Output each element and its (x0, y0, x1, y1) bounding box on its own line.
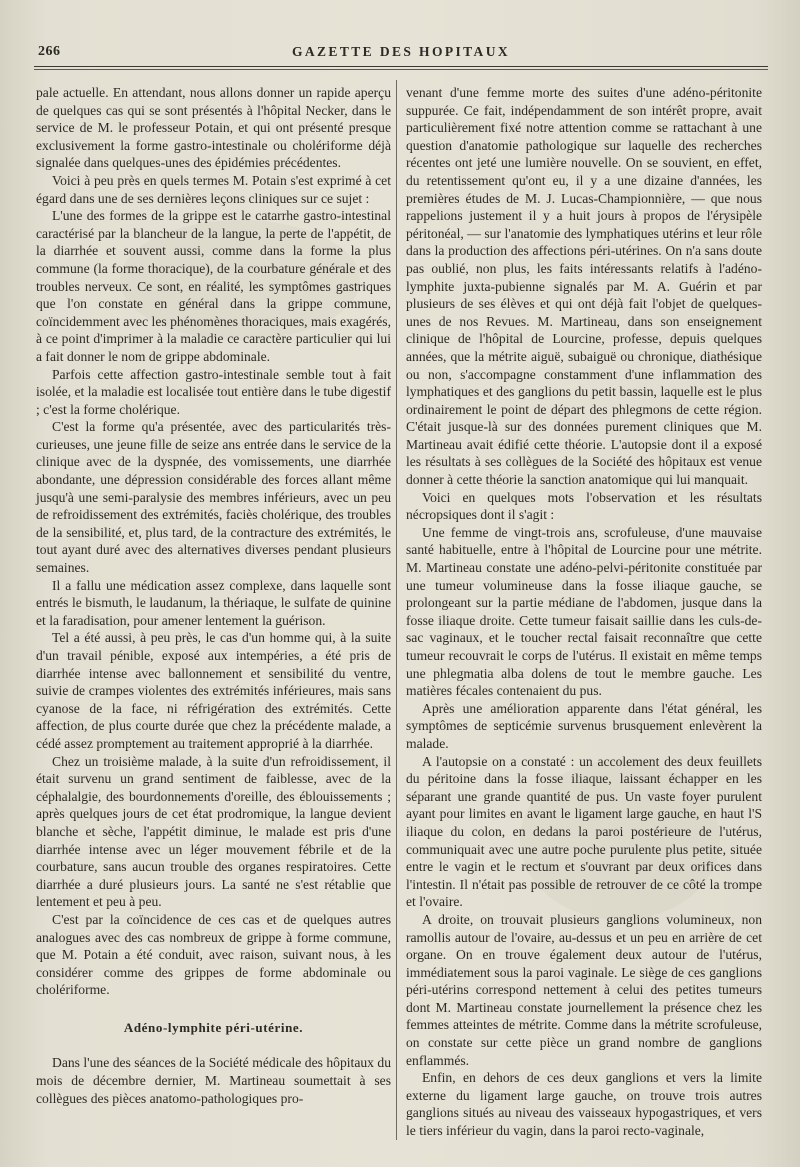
column-divider (396, 80, 397, 1140)
paragraph: Voici en quelques mots l'observation et les résultats nécropsiques dont il s'agit : (406, 489, 762, 523)
right-column (406, 84, 762, 1140)
section-title: Adéno-lymphite péri-utérine. (123, 1019, 304, 1035)
paragraph: Voici à peu près en quels termes M. Potain s'est exprimé à cet égard dans une de ses dernières leçons cliniques sur ce sujet : (36, 172, 391, 206)
paragraph: pale actuelle. En attendant, nous allons donner un rapide aperçu de quelques cas qui se sont présentés à l'hôpital Necker, dans le service de M. le professeur Potain, et qui ont présenté presque exclusivement la forme gastro-intestinale ou cholériforme déjà signalée dans quelques-unes des épidémies précédentes. (36, 85, 391, 171)
running-title: GAZETTE DES HOPITAUX (291, 44, 511, 59)
paragraph: C'est par la coïncidence de ces cas et de quelques autres analogues avec des cas nombreux de grippe à forme commune, que M. Potain a été conduit, avec raison, suivant nous, à les considérer comme des grippes de forme abdominale ou cholériforme. (36, 911, 391, 998)
paragraph: Une femme de vingt-trois ans, scrofuleuse, d'une mauvaise santé habituelle, entre à l'hôpital de Lourcine pour une métrite. M. Martineau constate une adéno-pelvi-péritonite constituée par une tumeur volumineuse dans la fosse iliaque gauche, se prolongeant sur la partie médiane de l'abdomen, jusque dans la fosse iliaque droite. Cette tumeur faisait saillie dans les culs-de-sac vaginaux, et le toucher rectal faisait reconnaître que cette tumeur recouvrait le corps de l'utérus. Il existait en même temps une phlegmatia alba dolens de tout le membre gauche. Les matières fécales contenaient du pus. (406, 524, 762, 699)
left-column (36, 84, 391, 1107)
paragraph: Parfois cette affection gastro-intestinale semble tout à fait isolée, et la maladie est localisée tout entière dans le tube digestif ; c'est la forme cholérique. (36, 366, 391, 417)
page-header (34, 44, 768, 66)
header-rule (34, 66, 768, 67)
page-number: 266 (38, 44, 61, 59)
paragraph: Tel a été aussi, à peu près, le cas d'un homme qui, à la suite d'un travail pénible, exposé aux intempéries, a été pris de diarrhée intense avec ballonnement et sensibilité du ventre, suivie de crampes violentes des extrémités inférieures, mais sans cyanose de la face, ni réfrigération des extrémités. Cette affection, de plus courte durée que chez la précédente malade, a cédé assez promptement au traitement approprié à la diarrhée. (36, 630, 391, 751)
paragraph: Il a fallu une médication assez complexe, dans laquelle sont entrés le bismuth, le laudanum, la thériaque, le sulfate de quinine et la faradisation, pour amener lentement la guérison. (36, 577, 391, 628)
paragraph: A droite, on trouvait plusieurs ganglions volumineux, non ramollis autour de l'ovaire, au-dessus et un peu en arrière de cet organe. On en trouve également deux autour de l'utérus, immédiatement sous la paroi vaginale. Le siège de ces ganglions péri-utérins correspond nettement à celui des petites tumeurs dont M. Martineau constate journellement la présence chez les femmes atteintes de métrite. Comme dans la métrite scrofuleuse, on constate sur cette pièce un grand nombre de ganglions enflammés. (406, 911, 762, 1068)
paragraph: Après une amélioration apparente dans l'état général, les symptômes de septicémie survenus brusquement enlevèrent la malade. (406, 700, 762, 751)
paragraph: Enfin, en dehors de ces deux ganglions et vers la limite externe du ligament large gauche, on trouve trois autres ganglions situés au niveau des vaisseaux hypogastriques, et vers le tiers inférieur du vagin, dans la paroi recto-vaginale, (406, 1070, 762, 1139)
paragraph: L'une des formes de la grippe est le catarrhe gastro-intestinal caractérisé par la blancheur de la langue, la perte de l'appétit, de la diarrhée et souvent aussi, comme dans la forme la plus commune (la forme thoracique), de la courbature générale et des troubles nerveux. Ce sont, en réalité, les symptômes gastriques que l'on constate en général dans la grippe commune, coïncidemment avec les phénomènes thoraciques, mais exagérés, à ce point d'imprimer à la maladie ce caractère particulier qui lui a fait donner le nom de grippe abdominale. (36, 208, 391, 364)
header-rule-thin (34, 69, 768, 70)
paragraph: Dans l'une des séances de la Société médicale des hôpitaux du mois de décembre dernier, M. Martineau soumettait à ses collègues des pièces anatomo-pathologiques pro- (36, 1055, 391, 1106)
paragraph: A l'autopsie on a constaté : un accolement des deux feuillets du péritoine dans la fosse iliaque, laissant échapper en les séparant une grande quantité de pus. Un vaste foyer purulent ayant pour limites en avant le ligament large gauche, en haut l'S iliaque du colon, en dedans la paroi postérieure de l'utérus, communiquait avec une autre poche purulente plus petite, située entre le vagin et le rectum et s'ouvrant par deux orifices dans l'intestin. Il n'était pas possible de retrouver de ce côté la trompe et l'ovaire. (406, 753, 762, 910)
paragraph: C'est la forme qu'a présentée, avec des particularités très-curieuses, une jeune fille de seize ans entrée dans le service de la clinique avec de la dyspnée, des vomissements, une diarrhée abondante, une dépression considérable des forces allant même jusqu'à une semi-paralysie des membres inférieurs, avec un peu de refroidissement des extrémités, faciès cholérique, des troubles de la sensibilité, et, plus tard, de la contracture des extrémités, le tout ayant duré avec des alternatives diverses pendant plusieurs semaines. (36, 419, 391, 576)
paragraph: Chez un troisième malade, à la suite d'un refroidissement, il était survenu un grand sentiment de faiblesse, avec de la céphalalgie, des bourdonnements d'oreille, des éblouissements ; après quelques jours de cet état prodromique, la langue devient blanche et sèche, l'appétit diminue, le malade est pris d'une diarrhée intense avec un léger mouvement fébrile et de la courbature, sans aucun trouble des organes respiratoires. Cette diarrhée a duré plusieurs jours. La santé ne s'est rétablie que lentement et peu à peu. (36, 753, 391, 910)
paragraph: venant d'une femme morte des suites d'une adéno-péritonite suppurée. Ce fait, indépendamment de son intérêt propre, avait particulièrement fixé notre attention comme se rattachant à une question d'anatomie pathologique sur laquelle des recherches récentes ont jeté une lumière nouvelle. On se souvient, en effet, du retentissement qu'ont eu, il y a une dizaine d'années, les premières études de M. J. Lucas-Championnière, — que nous rappelions justement il y a huit jours à propos de l'érysipèle péritonéal, — sur l'anatomie des lymphatiques utérins et leur rôle dans la production des affections péri-utérines. On n'a sans doute pas oublié, non plus, les faits intéressants relatifs à l'adéno-lymphite juxta-pubienne signalés par M. A. Guérin et par plusieurs de ses élèves et qui ont déjà fait l'objet de quelques-unes de nos Revues. M. Martineau, dans son enseignement clinique de l'hôpital de Lourcine, professe, depuis quelques années, que la métrite aiguë, subaiguë ou chronique, diathésique ou non, s'accompagne constamment d'une inflammation des lymphatiques et des ganglions du petit bassin, laquelle est le plus ordinairement le point de départ des phlegmons de cette région. C'était jusque-là sur des données purement cliniques que M. Martineau avait édifié cette théorie. L'autopsie dont il a exposé les résultats à ses collègues de la Société des hôpitaux est venue donner à cette théorie la sanction anatomique qui lui manquait. (406, 85, 762, 488)
